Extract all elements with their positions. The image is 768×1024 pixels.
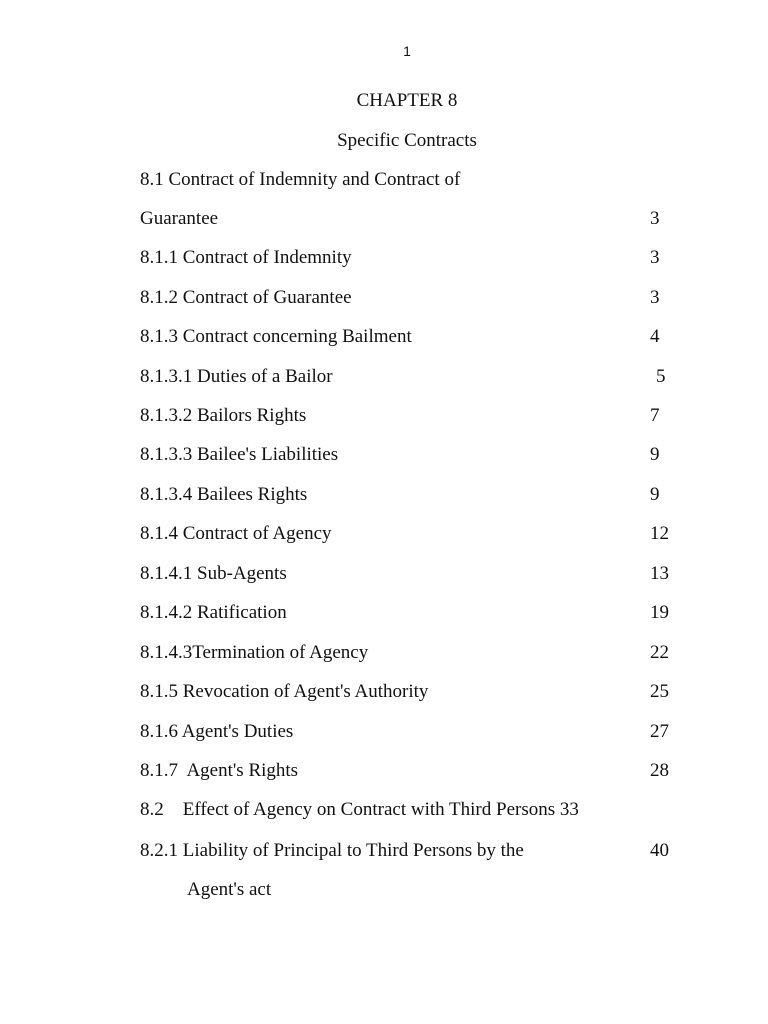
toc-entry-text: 8.2.1 Liability of Principal to Third Persons by the [140, 840, 524, 861]
toc-entry-page: 3 [650, 208, 660, 229]
toc-entry-text: 8.1.5 Revocation of Agent's Authority [140, 681, 429, 702]
toc-entry-page: 7 [650, 405, 660, 426]
toc-entry-page: 9 [650, 484, 660, 505]
toc-entry-page: 3 [650, 247, 660, 268]
toc-entry-page: 3 [650, 287, 660, 308]
toc-entry-page: 40 [650, 840, 669, 861]
toc-entry-page: 12 [650, 523, 669, 544]
toc-entry-text: 8.1.4.3Termination of Agency [140, 642, 369, 663]
toc-entry-text: 8.1.1 Contract of Indemnity [140, 247, 352, 268]
toc-entry-text: Agent's act [187, 879, 272, 900]
toc-entry-text: 8.1.7 Agent's Rights [140, 760, 299, 781]
toc-entry-text: 8.1.3.1 Duties of a Bailor [140, 366, 333, 387]
toc-entry-text: Guarantee [140, 208, 219, 229]
toc-entry-page: 5 [656, 366, 666, 387]
toc-entry-page: 9 [650, 444, 660, 465]
toc-entry-text: 8.1.3.3 Bailee's Liabilities [140, 444, 339, 465]
toc-entry-text: 8.1.2 Contract of Guarantee [140, 287, 352, 308]
toc-entry-page: 19 [650, 602, 669, 623]
toc-entry-text: 8.1.3.4 Bailees Rights [140, 484, 308, 505]
toc-entry-text: 8.2 Effect of Agency on Contract with Third Persons 33 [140, 799, 579, 820]
toc-entry-page: 22 [650, 642, 669, 663]
toc-entry-text: 8.1.3 Contract concerning Bailment [140, 326, 412, 347]
toc-entry-page: 28 [650, 760, 669, 781]
toc-entry-page: 4 [650, 326, 660, 347]
toc-entry-text: 8.1.4.2 Ratification [140, 602, 287, 623]
toc-entry-page: 27 [650, 721, 669, 742]
page-number: 1 [403, 43, 411, 59]
toc-entry-text: 8.1.3.2 Bailors Rights [140, 405, 307, 426]
chapter-heading: CHAPTER 8 [356, 90, 458, 111]
toc-entry-text: 8.1 Contract of Indemnity and Contract of [140, 169, 461, 190]
toc-entry-text: 8.1.4.1 Sub-Agents [140, 563, 287, 584]
toc-entry-page: 13 [650, 563, 669, 584]
toc-entry-page: 25 [650, 681, 669, 702]
toc-entry-text: 8.1.4 Contract of Agency [140, 523, 332, 544]
chapter-subtitle: Specific Contracts [337, 130, 477, 151]
toc-entry-text: 8.1.6 Agent's Duties [140, 721, 294, 742]
